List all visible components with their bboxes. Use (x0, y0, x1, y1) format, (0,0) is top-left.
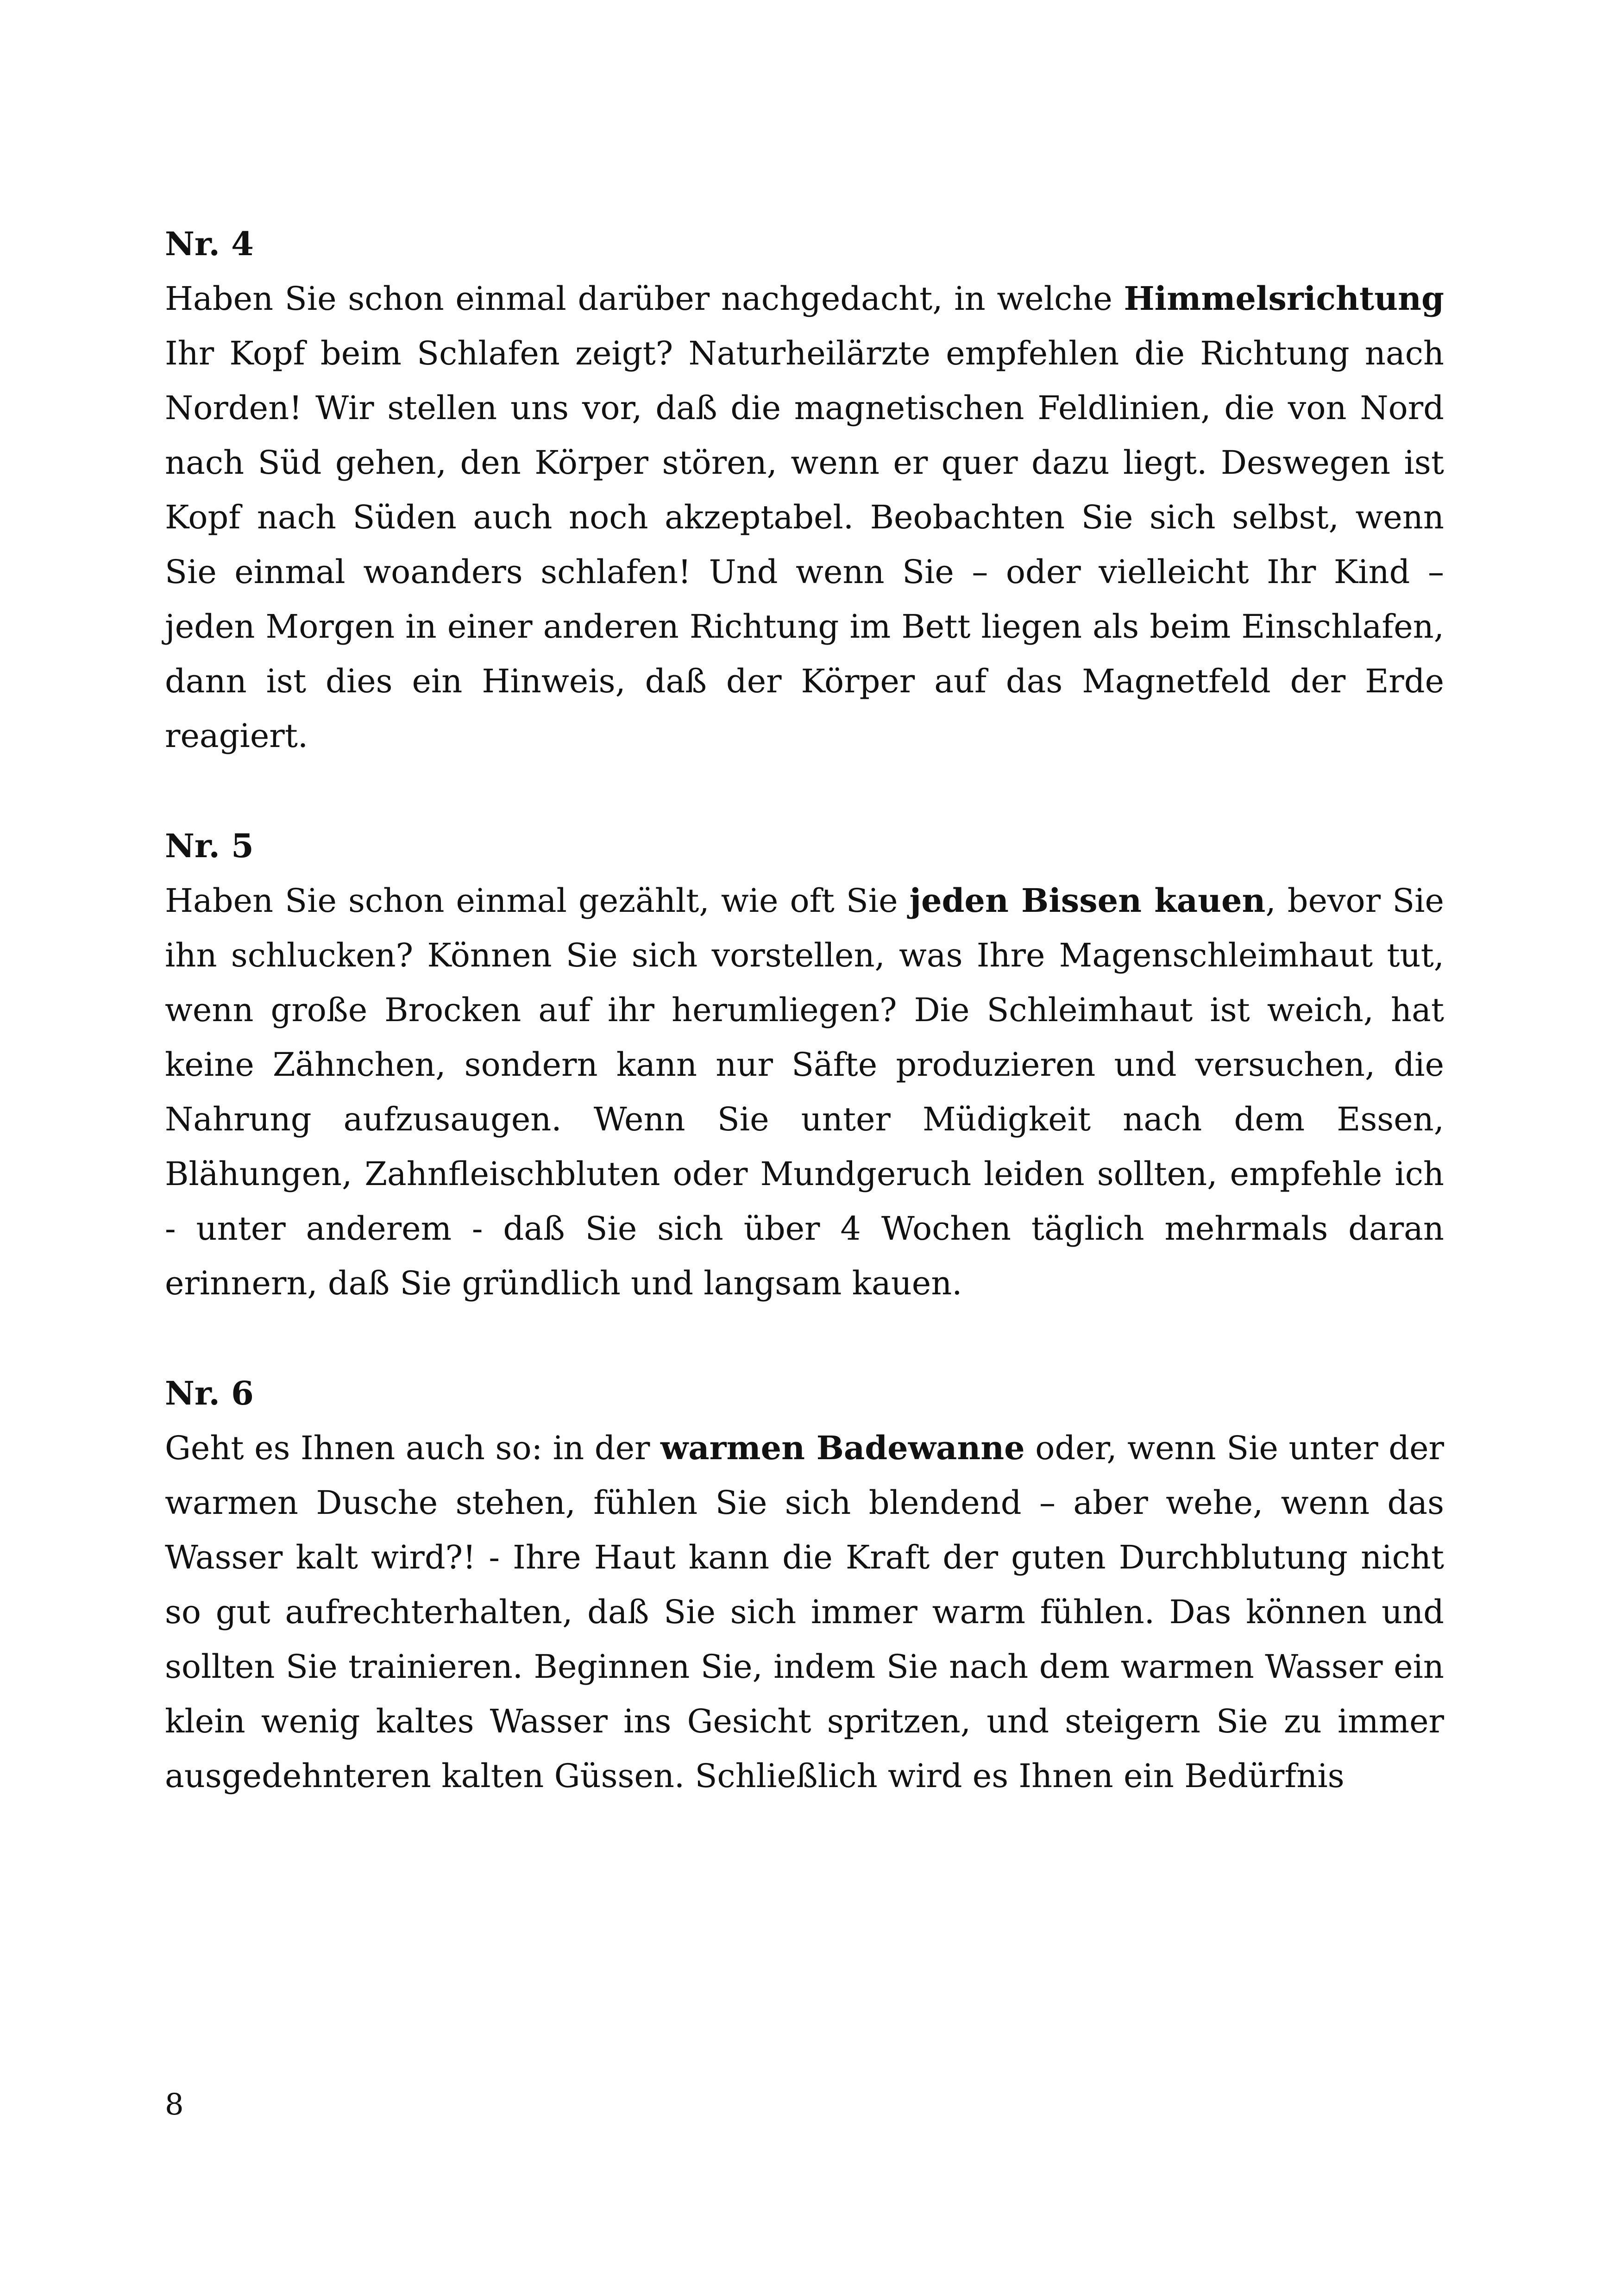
page-content (165, 217, 1444, 1859)
section-heading: Nr. 5 (165, 827, 254, 865)
emphasis-text: jeden Bissen kauen (909, 881, 1266, 920)
paragraph-text: Haben Sie schon einmal gezählt, wie oft Sie (165, 882, 910, 920)
section-paragraph (165, 1421, 1444, 1803)
paragraph-text: Ihr Kopf beim Schlafen zeigt? Naturheilärzte empfehlen die Richtung nach Norden! Wir stellen uns vor, daß die magnetischen Feldlinien, die von Nord nach Süd gehen, den Körper stören, wenn er quer dazu liegt. Deswegen ist Kopf nach Süden auch noch akzeptabel. Beobachten Sie sich selbst, wenn Sie einmal woanders schlafen! Und wenn Sie – oder vielleicht Ihr Kind – jeden Morgen in einer anderen Richtung im Bett liegen als beim Einschlafen, dann ist dies ein Hinweis, daß der Körper auf das Magnetfeld der Erde reagiert. (165, 334, 1444, 755)
section-nr-4 (165, 217, 1444, 763)
emphasis-text: Himmelsrichtung (1124, 279, 1444, 318)
paragraph-text: Geht es Ihnen auch so: in der (165, 1429, 661, 1467)
page-number: 8 (165, 2088, 184, 2122)
section-nr-6 (165, 1366, 1444, 1803)
section-paragraph (165, 271, 1444, 763)
section-paragraph (165, 873, 1444, 1311)
emphasis-text: warmen Badewanne (660, 1429, 1025, 1467)
section-nr-5 (165, 819, 1444, 1311)
paragraph-text: , bevor Sie ihn schlucken? Können Sie sich vorstellen, was Ihre Magenschleimhaut tut, wenn große Brocken auf ihr herumliegen? Die Schleimhaut ist weich, hat keine Zähnchen, sondern kann nur Säfte produzieren und versuchen, die Nahrung aufzusaugen. Wenn Sie unter Müdigkeit nach dem Essen, Blähungen, Zahnfleischbluten oder Mundgeruch leiden sollten, empfehle ich - unter anderem - daß Sie sich über 4 Wochen täglich mehrmals daran erinnern, daß Sie gründlich und langsam kauen. (165, 882, 1444, 1302)
section-heading: Nr. 6 (165, 1374, 254, 1412)
section-heading: Nr. 4 (165, 225, 254, 263)
paragraph-text: Haben Sie schon einmal darüber nachgedacht, in welche (165, 280, 1124, 318)
paragraph-text: oder, wenn Sie unter der warmen Dusche stehen, fühlen Sie sich blendend – aber wehe, wenn das Wasser kalt wird?! - Ihre Haut kann die Kraft der guten Durchblutung nicht so gut aufrechterhalten, daß Sie sich immer warm fühlen. Das können und sollten Sie trainieren. Beginnen Sie, indem Sie nach dem warmen Wasser ein klein wenig kaltes Wasser ins Gesicht spritzen, und steigern Sie zu immer ausgedehnteren kalten Güssen. Schließlich wird es Ihnen ein Bedürfnis (165, 1429, 1444, 1795)
